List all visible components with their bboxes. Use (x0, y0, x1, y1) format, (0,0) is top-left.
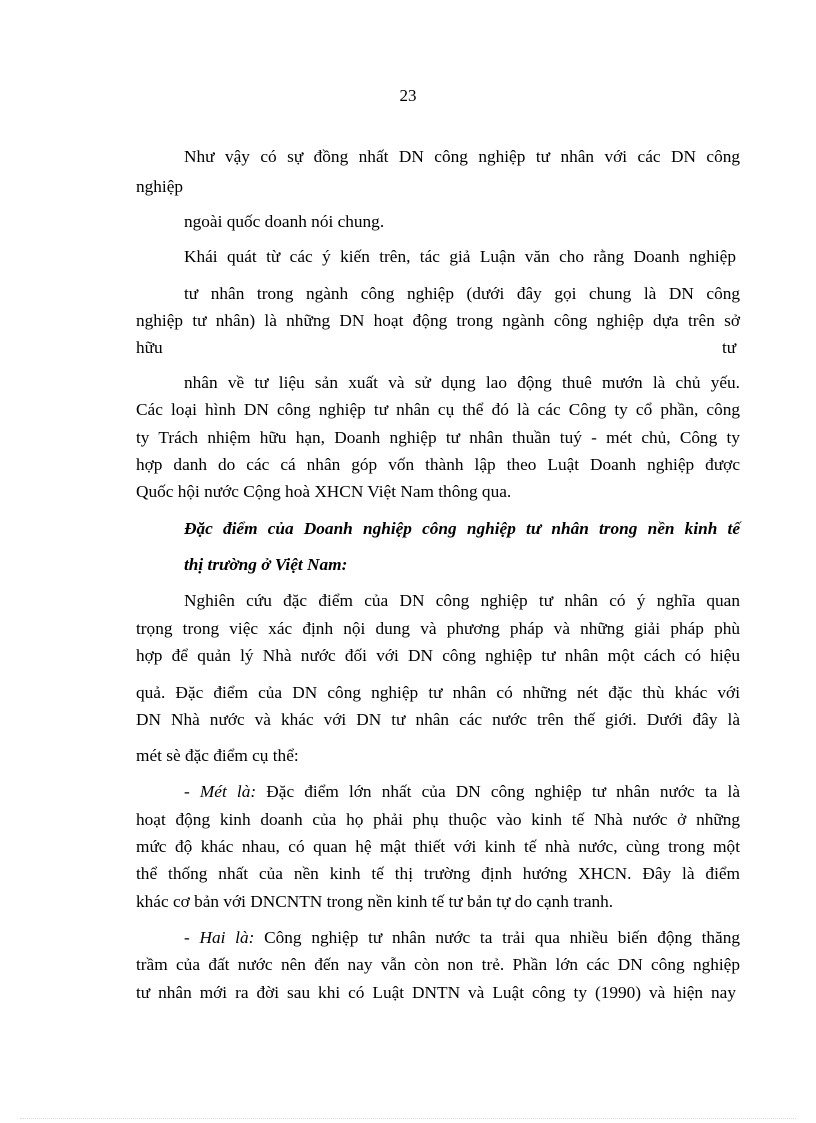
page-number: 23 (399, 86, 417, 105)
text-line: trầm của đất nước nên đến nay vẫn còn non trẻ. Phần lớn các DN công nghiệp (136, 955, 740, 974)
text-line: hữu (136, 338, 163, 357)
text-line: quả. Đặc điểm của DN công nghiệp tư nhân có những nét đặc thù khác với (136, 683, 740, 702)
text-line: Như vậy có sự đồng nhất DN công nghiệp tư nhân với các DN công (184, 147, 740, 166)
text-line: tư nhân mới ra đời sau khi có Luật DNTN và Luật công ty (1990) và hiện nay (136, 983, 736, 1002)
text-line: mét sè đặc điểm cụ thể: (136, 746, 299, 765)
text-line: hợp danh do các cá nhân góp vốn thành lập theo Luật Doanh nghiệp được (136, 455, 740, 474)
text-line: Nghiên cứu đặc điểm của DN công nghiệp tư nhân có ý nghĩa quan (184, 591, 740, 610)
item-label: - Hai là: (184, 928, 255, 947)
text-line: hoạt động kinh doanh của họ phải phụ thuộc vào kinh tế Nhà nước ở những (136, 810, 740, 829)
text-line (184, 928, 740, 948)
text-line: khác cơ bản với DNCNTN trong nền kinh tế tư bản tự do cạnh tranh. (136, 892, 614, 911)
text-line: nhân về tư liệu sản xuất và sử dụng lao động thuê mướn là chủ yếu. (184, 373, 740, 392)
section-heading: Đặc điểm của Doanh nghiệp công nghiệp tư nhân trong nền kinh tế (184, 519, 740, 538)
page-bottom-divider (20, 1118, 796, 1119)
text-line: Quốc hội nước Cộng hoà XHCN Việt Nam thông qua. (136, 482, 512, 501)
text-line: tư (722, 338, 737, 357)
text-line: Các loại hình DN công nghiệp tư nhân cụ thể đó là các Công ty cổ phần, công (136, 400, 740, 419)
text-line: ty Trách nhiệm hữu hạn, Doanh nghiệp tư nhân thuần tuý - mét chủ, Công ty (136, 428, 740, 447)
text-line: trọng trong việc xác định nội dung và phương pháp và những giải pháp phù (136, 619, 740, 638)
text-line: nghiệp (136, 177, 184, 196)
section-heading: thị trường ở Việt Nam: (184, 555, 348, 574)
text-line: hợp để quản lý Nhà nước đối với DN công nghiệp tư nhân một cách có hiệu (136, 646, 740, 665)
text-line: mức độ khác nhau, có quan hệ mật thiết với kinh tế nhà nước, cùng trong một (136, 837, 740, 856)
item-text: Công nghiệp tư nhân nước ta trải qua nhiều biến động thăng (254, 928, 740, 947)
text-line (184, 782, 740, 802)
text-line: ngoài quốc doanh nói chung. (184, 212, 385, 231)
item-label: - Mét là: (184, 782, 257, 801)
text-line: Khái quát từ các ý kiến trên, tác giả Luận văn cho rằng Doanh nghiệp (184, 247, 736, 266)
text-line: nghiệp tư nhân) là những DN hoạt động trong ngành công nghiệp dựa trên sở (136, 311, 740, 330)
text-line: tư nhân trong ngành công nghiệp (dưới đây gọi chung là DN công (184, 284, 740, 303)
text-line: thể thống nhất của nền kinh tế thị trường định hướng XHCN. Đây là điểm (136, 864, 740, 883)
text-line: DN Nhà nước và khác với DN tư nhân các nước trên thế giới. Dưới đây là (136, 710, 740, 729)
item-text: Đặc điểm lớn nhất của DN công nghiệp tư nhân nước ta là (256, 782, 740, 801)
